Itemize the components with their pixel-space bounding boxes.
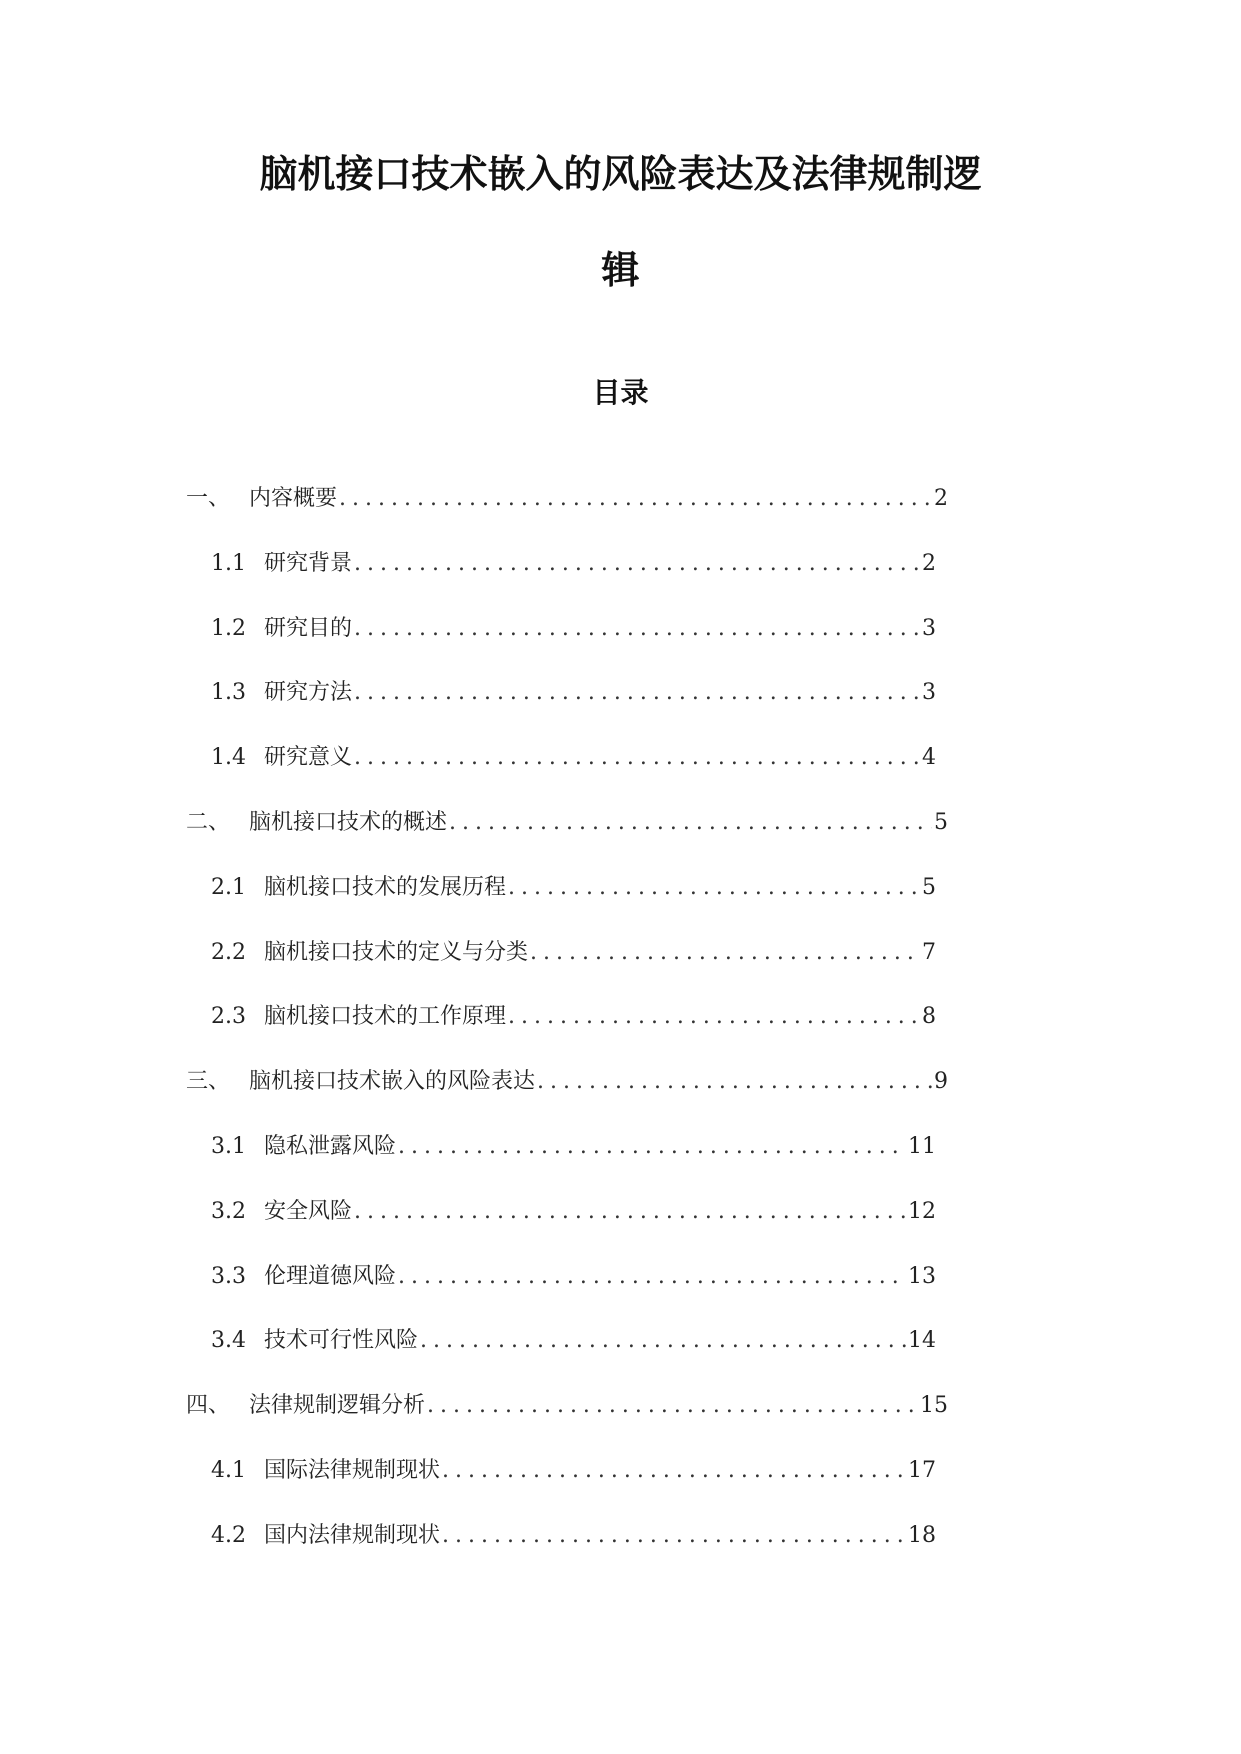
toc-entry-page-number: 12 — [908, 1198, 936, 1224]
toc-dot-leader — [449, 806, 932, 840]
toc-entry-page-number: 14 — [908, 1328, 936, 1354]
toc-entry-number: 4.1 — [211, 1457, 246, 1483]
toc-entry-number: 2.3 — [211, 1004, 246, 1030]
toc-entry-number: 3.2 — [211, 1198, 246, 1224]
toc-entry-page-number: 5 — [934, 809, 948, 835]
toc-entry-row[interactable] — [211, 1519, 936, 1553]
toc-subsection-entry[interactable] — [0, 1454, 1241, 1519]
toc-heading: 目录 — [592, 376, 649, 409]
toc-entry-title: 脑机接口技术嵌入的风险表达 — [249, 1069, 536, 1095]
toc-entry-number: 二、 — [186, 809, 231, 835]
toc-dot-leader — [537, 1065, 932, 1099]
toc-dot-leader — [442, 1454, 906, 1488]
toc-subsection-entry[interactable] — [0, 676, 1241, 741]
toc-subsection-entry[interactable] — [0, 871, 1241, 936]
toc-entry-number: 2.1 — [211, 874, 246, 900]
toc-entry-number: 3.4 — [211, 1328, 246, 1354]
toc-entry-page-number: 8 — [922, 1004, 936, 1030]
toc-entry-row[interactable] — [211, 1260, 936, 1294]
toc-entry-row[interactable] — [186, 1065, 948, 1099]
toc-entry-page-number: 4 — [922, 745, 936, 771]
toc-entry-row[interactable] — [211, 1324, 936, 1358]
toc-entry-page-number: 18 — [908, 1522, 936, 1548]
toc-dot-leader — [354, 1195, 906, 1229]
toc-entry-title: 脑机接口技术的工作原理 — [264, 1004, 507, 1030]
toc-entry-row[interactable] — [211, 612, 936, 646]
toc-entry-title: 脑机接口技术的概述 — [249, 809, 448, 835]
toc-subsection-entry[interactable] — [0, 936, 1241, 1001]
toc-entry-page-number: 2 — [934, 486, 948, 511]
toc-entry-number: 3.1 — [211, 1133, 246, 1159]
toc-entry-title: 内容概要 — [249, 486, 338, 511]
toc-entry-title: 法律规制逻辑分析 — [249, 1393, 426, 1419]
toc-entry-title: 研究意义 — [264, 745, 353, 771]
toc-subsection-entry[interactable] — [0, 1195, 1241, 1260]
toc-subsection-entry[interactable] — [0, 1324, 1241, 1389]
toc-entry-row[interactable] — [211, 1454, 936, 1488]
toc-entry-page-number: 11 — [908, 1133, 936, 1159]
toc-dot-leader — [442, 1519, 906, 1553]
toc-subsection-entry[interactable] — [0, 741, 1241, 806]
toc-entry-row[interactable] — [211, 676, 936, 710]
toc-entry-row[interactable] — [186, 1389, 948, 1423]
toc-entry-number: 1.3 — [211, 680, 246, 706]
toc-entry-number: 1.1 — [211, 550, 246, 576]
toc-section-entry[interactable] — [0, 1389, 1241, 1454]
toc-entry-number: 四、 — [186, 1393, 231, 1419]
toc-subsection-entry[interactable] — [0, 1000, 1241, 1065]
toc-entry-number: 1.4 — [211, 745, 246, 771]
toc-entry-page-number: 3 — [922, 680, 936, 706]
toc-entry-number: 4.2 — [211, 1522, 246, 1548]
toc-entry-row[interactable] — [211, 547, 936, 581]
toc-entry-page-number: 2 — [922, 550, 936, 576]
toc-entry-title: 国内法律规制现状 — [264, 1522, 441, 1548]
toc-entry-page-number: 3 — [922, 615, 936, 641]
toc-entry-row[interactable] — [211, 936, 936, 970]
toc-entry-title: 伦理道德风险 — [264, 1263, 397, 1289]
toc-dot-leader — [354, 741, 920, 775]
toc-entry-title: 隐私泄露风险 — [264, 1133, 397, 1159]
toc-dot-leader — [354, 612, 920, 646]
toc-entry-title: 研究背景 — [264, 550, 353, 576]
toc-entry-page-number: 13 — [908, 1263, 936, 1289]
toc-dot-leader — [427, 1389, 918, 1423]
toc-entry-row[interactable] — [211, 1000, 936, 1034]
toc-entry-title: 国际法律规制现状 — [264, 1457, 441, 1483]
toc-dot-leader — [530, 936, 920, 970]
toc-entry-row[interactable] — [211, 741, 936, 775]
toc-entry-number: 1.2 — [211, 615, 246, 641]
table-of-contents — [0, 482, 1241, 1584]
toc-entry-row[interactable] — [211, 1130, 936, 1164]
toc-entry-title: 安全风险 — [264, 1198, 353, 1224]
toc-entry-row[interactable] — [186, 482, 948, 516]
toc-entry-page-number: 5 — [922, 874, 936, 900]
toc-entry-number: 2.2 — [211, 939, 246, 965]
toc-entry-row[interactable] — [186, 806, 948, 840]
document-title-line-2: 辑 — [601, 248, 640, 292]
toc-dot-leader — [508, 1000, 920, 1034]
toc-entry-page-number: 7 — [922, 939, 936, 965]
toc-dot-leader — [354, 547, 920, 581]
toc-entry-page-number: 17 — [908, 1457, 936, 1483]
toc-dot-leader — [398, 1130, 906, 1164]
toc-entry-number: 3.3 — [211, 1263, 246, 1289]
toc-subsection-entry[interactable] — [0, 1519, 1241, 1584]
toc-dot-leader — [420, 1324, 906, 1358]
toc-entry-page-number: 9 — [934, 1069, 948, 1095]
toc-entry-title: 脑机接口技术的发展历程 — [264, 874, 507, 900]
toc-subsection-entry[interactable] — [0, 612, 1241, 677]
toc-entry-title: 研究方法 — [264, 680, 353, 706]
toc-subsection-entry[interactable] — [0, 547, 1241, 612]
toc-entry-number: 三、 — [186, 1069, 231, 1095]
toc-section-entry[interactable] — [0, 482, 1241, 547]
toc-entry-row[interactable] — [211, 1195, 936, 1229]
toc-dot-leader — [354, 676, 920, 710]
toc-entry-number: 一、 — [186, 486, 231, 511]
toc-dot-leader — [339, 482, 932, 516]
toc-entry-page-number: 15 — [920, 1393, 948, 1419]
toc-subsection-entry[interactable] — [0, 1260, 1241, 1325]
toc-entry-title: 研究目的 — [264, 615, 353, 641]
toc-entry-title: 脑机接口技术的定义与分类 — [264, 939, 529, 965]
toc-dot-leader — [398, 1260, 906, 1294]
toc-entry-row[interactable] — [211, 871, 936, 905]
toc-dot-leader — [508, 871, 920, 905]
toc-subsection-entry[interactable] — [0, 1130, 1241, 1195]
document-title-line-1: 脑机接口技术嵌入的风险表达及法律规制逻 — [259, 152, 982, 196]
toc-section-entry[interactable] — [0, 1065, 1241, 1130]
toc-entry-title: 技术可行性风险 — [264, 1328, 419, 1354]
toc-section-entry[interactable] — [0, 806, 1241, 871]
